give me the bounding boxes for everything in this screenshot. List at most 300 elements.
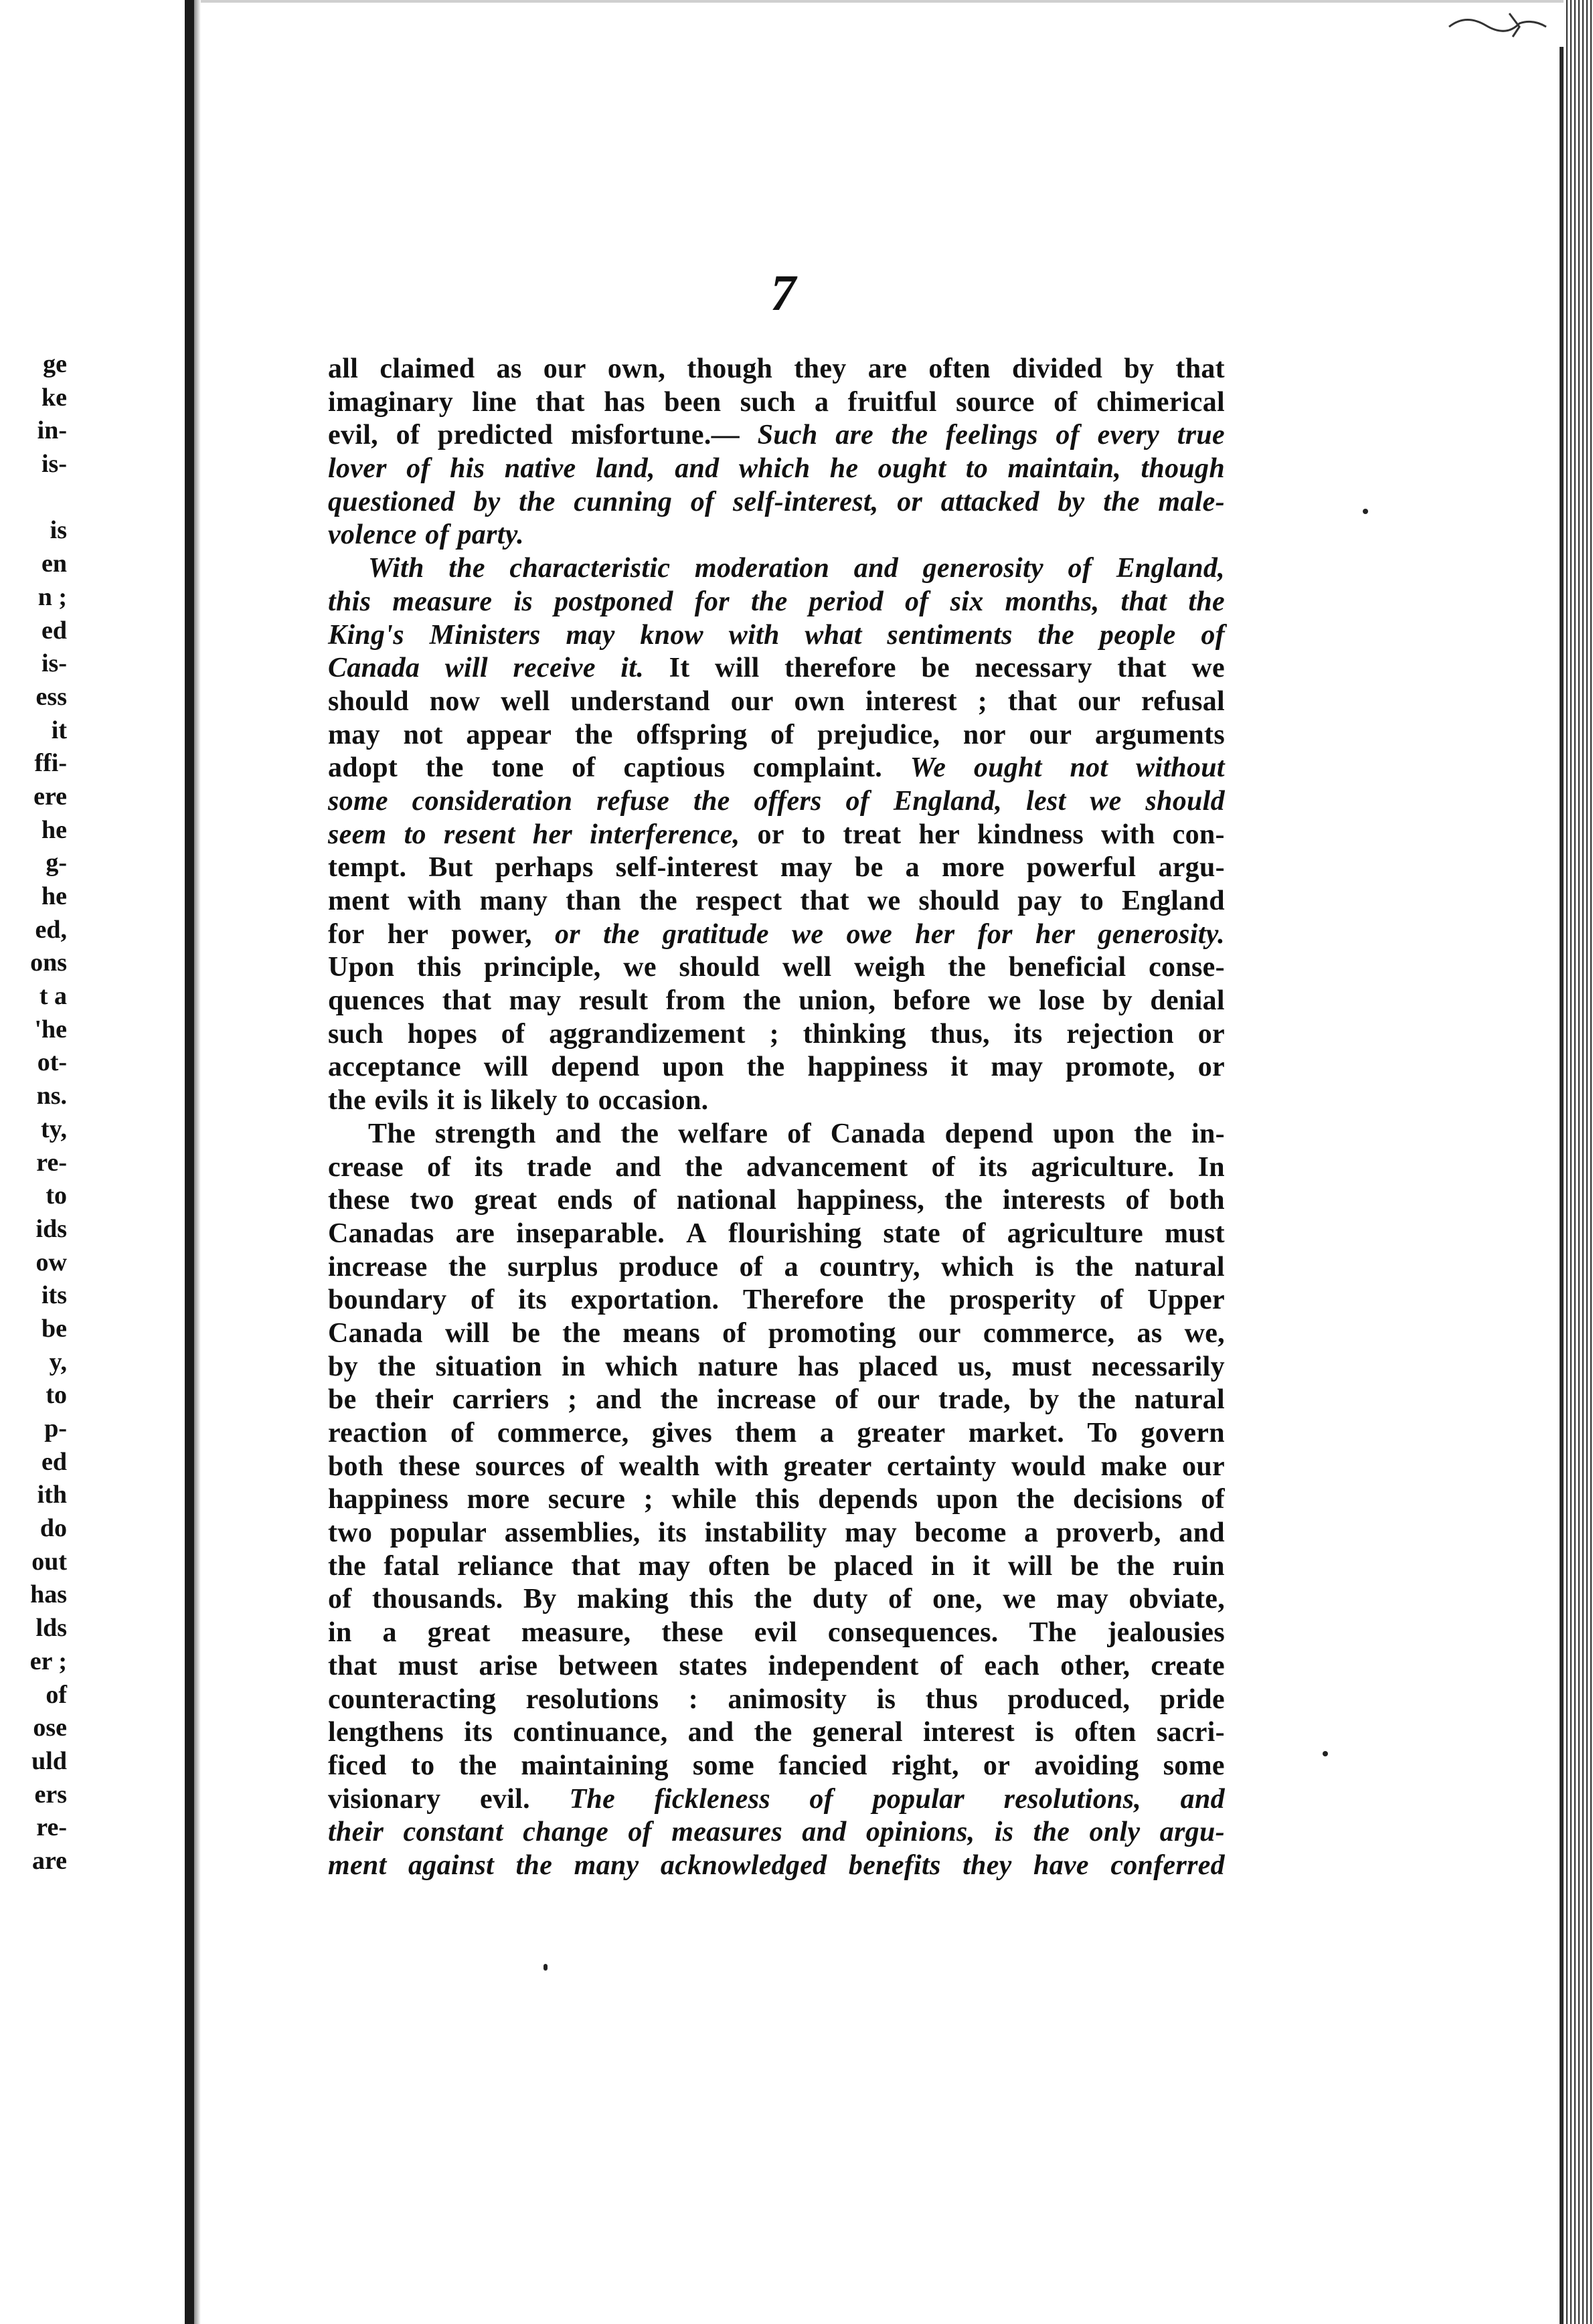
word: placed (834, 1550, 914, 1582)
facing-page-fragment-line: ons (30, 948, 67, 977)
word: promote, (1066, 1052, 1175, 1083)
text-line (328, 419, 1225, 452)
word: lose (1038, 985, 1085, 1017)
body-text (328, 353, 1225, 1883)
word: of (931, 1151, 956, 1183)
page-top-edge (201, 0, 1564, 3)
word: agriculture. (1031, 1151, 1175, 1183)
word: self-interest, (732, 486, 879, 517)
facing-page-fragment-line: it (51, 716, 67, 744)
word: refuse (596, 785, 670, 817)
word: Canadas (328, 1218, 434, 1249)
text-line (328, 1783, 1225, 1817)
facing-page-fragment-line: re- (36, 1148, 67, 1177)
word: we (1003, 1584, 1036, 1615)
word: which (605, 1351, 679, 1382)
word: ficed (328, 1750, 387, 1781)
word: we (1090, 785, 1122, 817)
text-line (328, 851, 1225, 885)
word: and (802, 1817, 847, 1848)
word: imaginary (328, 386, 454, 418)
facing-page-fragment-line: is- (41, 649, 67, 678)
text-line (328, 1184, 1225, 1218)
word: or (757, 819, 784, 850)
word: people (1099, 619, 1176, 651)
word: be (511, 1317, 541, 1349)
word: the (948, 952, 987, 983)
word: of (787, 1118, 811, 1149)
word: the (448, 553, 485, 584)
word: create (1151, 1650, 1225, 1681)
facing-page-fragment-line: t a (39, 982, 67, 1011)
word: misfortune.— (570, 420, 740, 451)
word: ment (328, 1849, 387, 1881)
word: Therefore (742, 1284, 864, 1316)
word: these (328, 1185, 390, 1216)
text-line (328, 1650, 1225, 1683)
word: greater (857, 1418, 946, 1448)
word: happiness (807, 1052, 928, 1083)
word: With (368, 553, 424, 584)
word: that (328, 1650, 378, 1681)
word: offspring (636, 719, 748, 750)
word: that (442, 985, 492, 1017)
word: tone (491, 752, 544, 784)
word: the (519, 486, 556, 517)
word: volence (328, 519, 417, 551)
word: in (931, 1550, 955, 1582)
word: or (1197, 1018, 1225, 1050)
word: means (622, 1317, 701, 1349)
word: chimerical (1096, 386, 1225, 418)
word: therefore (784, 653, 896, 684)
facing-page-fragment-line (0, 481, 67, 515)
word: gives (651, 1418, 712, 1448)
facing-page-fragment-line: 'he (34, 1015, 67, 1044)
binding-gutter (185, 0, 194, 2324)
text-line (328, 1683, 1225, 1717)
word: know (640, 619, 703, 651)
facing-page-fragment-line: in- (37, 416, 67, 445)
word: to (1080, 886, 1104, 916)
word: is (876, 1683, 896, 1715)
text-line (328, 652, 1225, 685)
word: thinking (803, 1018, 906, 1050)
text-line (328, 552, 1225, 586)
word: interest (865, 685, 957, 717)
word: they (794, 353, 847, 384)
word: refusal (1141, 685, 1225, 717)
text-line (328, 1284, 1225, 1317)
facing-page-fragment-line: ns. (36, 1082, 67, 1110)
word: period (809, 586, 884, 617)
word: and (596, 1384, 642, 1416)
text-line (328, 1849, 1225, 1883)
facing-page-fragment-line: is- (41, 450, 67, 479)
word: resolutions (525, 1683, 659, 1715)
text-line (328, 1251, 1225, 1284)
word: will (444, 653, 488, 684)
word: in (562, 1351, 586, 1382)
word: The (1029, 1617, 1077, 1649)
facing-page-fragment-line: has (30, 1580, 67, 1609)
word: jealousies (1107, 1617, 1225, 1649)
word: may (991, 1052, 1043, 1083)
word: the (743, 985, 781, 1017)
word: each (984, 1650, 1040, 1681)
word: thus, (930, 1018, 990, 1050)
word: our (730, 685, 774, 717)
word: feelings (946, 420, 1038, 451)
word: the (750, 586, 788, 617)
word: secure (548, 1484, 626, 1515)
word: self-interest (615, 852, 758, 884)
word: her (1035, 918, 1076, 950)
word: nor (962, 719, 1006, 750)
word: the (458, 1750, 497, 1781)
word: our (918, 1317, 961, 1349)
facing-page-fragment-line: its (41, 1281, 67, 1310)
word: these (661, 1617, 724, 1649)
word: fruitful (847, 386, 937, 418)
word: rejection (1066, 1018, 1174, 1050)
text-line (328, 1517, 1225, 1550)
word: often (707, 1550, 770, 1582)
text-line (328, 586, 1225, 619)
word: we (867, 886, 901, 916)
word: trade, (938, 1384, 1011, 1416)
word: commerce, (983, 1317, 1115, 1349)
word: of (835, 1384, 859, 1416)
facing-page-fragment-line: ids (35, 1214, 67, 1243)
word: agriculture (1007, 1218, 1143, 1249)
word: many (574, 1849, 639, 1881)
word: will (715, 653, 760, 684)
word: lover (328, 453, 387, 485)
word: continuance, (513, 1717, 668, 1748)
word: with (714, 1450, 769, 1482)
word: of (939, 1650, 964, 1681)
word: what (805, 619, 862, 651)
word: of (425, 519, 449, 551)
word: many (479, 886, 548, 916)
word: by (473, 486, 501, 517)
word: by (1029, 1384, 1060, 1416)
word: of (690, 486, 715, 517)
word: upon (936, 1484, 999, 1515)
word: must (1165, 1218, 1225, 1249)
word: the (603, 918, 640, 950)
facing-page-fragment-line: of (46, 1680, 67, 1709)
word: interference, (590, 819, 740, 850)
word: measure (392, 586, 493, 617)
word: argu- (1159, 1817, 1225, 1848)
word: necessarily (1091, 1351, 1225, 1382)
text-line (328, 1483, 1225, 1517)
word: prejudice, (817, 719, 940, 750)
word: with (728, 619, 780, 651)
word: it. (620, 653, 645, 684)
word: while (671, 1484, 737, 1515)
word: avoiding (1034, 1750, 1139, 1781)
text-line (328, 386, 1225, 420)
text-line (328, 1550, 1225, 1584)
word: prosperity (949, 1284, 1076, 1316)
text-line (328, 452, 1225, 486)
word: than (566, 886, 622, 916)
facing-page-fragment-line: ess (35, 682, 67, 711)
word: its (1013, 1018, 1043, 1050)
word: obviate, (1128, 1584, 1225, 1615)
text-line (328, 785, 1225, 819)
word: acceptance (328, 1052, 461, 1083)
word: aggrandizement (549, 1018, 746, 1050)
word: boundary (328, 1284, 447, 1316)
word: It (669, 653, 690, 684)
word: that (535, 386, 585, 418)
word: two (328, 1517, 373, 1549)
word: making (577, 1584, 669, 1615)
word: may (328, 719, 380, 750)
word: upon (662, 1052, 724, 1083)
word: con- (1172, 819, 1225, 850)
facing-page-fragment-line: ffi- (34, 749, 67, 778)
word: gratitude (662, 918, 769, 950)
word: ; (769, 1018, 779, 1050)
word: Upper (1147, 1284, 1225, 1316)
word: the (1037, 619, 1075, 651)
word: instability (704, 1517, 827, 1549)
word: are (867, 353, 908, 384)
text-line (328, 918, 1225, 952)
word: generosity (922, 553, 1043, 584)
word: powerful (1026, 852, 1137, 884)
word: own, (607, 353, 666, 384)
word: maintain, (1007, 453, 1122, 485)
word: duty (812, 1584, 868, 1615)
word: such (328, 1018, 384, 1050)
word: of (770, 719, 794, 750)
word: happiness (328, 1484, 449, 1515)
word: The (569, 1783, 616, 1815)
word: its (658, 1517, 687, 1549)
text-line (328, 486, 1225, 519)
word: other, (1060, 1650, 1130, 1681)
word: of (962, 1218, 986, 1249)
word: of (722, 1317, 746, 1349)
word: the (1188, 586, 1225, 617)
word: The (368, 1118, 416, 1149)
text-line (328, 1716, 1225, 1750)
word: appear (466, 719, 552, 750)
word: national (676, 1185, 777, 1216)
word: of (580, 1450, 604, 1482)
word: has (604, 386, 645, 418)
word: certainty (886, 1450, 997, 1482)
word: not (1070, 752, 1108, 784)
word: as (496, 353, 522, 384)
gutter-shadow (194, 0, 201, 2324)
word: exportation. (570, 1284, 720, 1316)
word: divided (1011, 353, 1103, 384)
word: union, (799, 985, 876, 1017)
word: this (416, 952, 462, 983)
facing-page-fragment-line: he (41, 882, 67, 910)
word: may (566, 619, 615, 651)
word: is (1035, 1717, 1054, 1748)
word: her (532, 819, 573, 850)
word: this (755, 1484, 800, 1515)
word: and (1179, 1517, 1225, 1549)
word: postponed (554, 586, 673, 617)
facing-page-fragment-line: ose (33, 1714, 67, 1742)
word: has (797, 1351, 839, 1382)
word: of (1099, 1284, 1124, 1316)
word: true (1177, 420, 1225, 451)
word: maintaining (521, 1750, 669, 1781)
word: we (988, 985, 1021, 1017)
word: understand (570, 685, 710, 717)
word: seem (328, 819, 387, 850)
word: of (809, 1783, 834, 1815)
word: will (444, 1317, 490, 1349)
word: of (628, 1817, 652, 1848)
word: by (1058, 486, 1085, 517)
word: her (918, 819, 960, 850)
word: a (1024, 1517, 1039, 1549)
facing-page-fragment-line: ke (41, 383, 67, 412)
word: pride (1159, 1683, 1225, 1715)
word: may (509, 985, 562, 1017)
word: result (578, 985, 649, 1017)
word: ment (328, 886, 390, 916)
word: the (328, 1550, 366, 1582)
page-edge-stack (1564, 0, 1593, 2324)
word: the (1075, 1251, 1114, 1282)
word: Canada (328, 1317, 423, 1349)
word: some (692, 1750, 755, 1781)
word: the (1016, 1484, 1055, 1515)
word: We (910, 752, 946, 784)
word: which (738, 453, 811, 485)
word: pay (1017, 886, 1062, 916)
word: attacked (940, 486, 1039, 517)
word: will (483, 1052, 529, 1083)
word: popular (872, 1783, 965, 1815)
word: by (328, 1351, 358, 1382)
word: its (474, 1151, 503, 1183)
word: In (1197, 1151, 1225, 1183)
text-line (328, 619, 1225, 653)
word: the (1134, 1118, 1173, 1149)
word: will (1008, 1550, 1053, 1582)
word: should (679, 952, 760, 983)
word: cunning (574, 486, 673, 517)
word: produce (618, 1251, 719, 1282)
facing-page-fragment-line: do (39, 1514, 67, 1543)
word: A (686, 1218, 707, 1249)
word: her (915, 918, 955, 950)
word: opinions, (865, 1817, 975, 1848)
word: thus (925, 1683, 978, 1715)
facing-page-fragment-line: ty, (40, 1114, 67, 1143)
facing-page-fragment-line: ge (43, 350, 67, 378)
word: our (1078, 685, 1121, 717)
text-line (328, 1118, 1225, 1151)
word: lengthens (328, 1717, 444, 1748)
word: her (387, 918, 429, 950)
word: trade (526, 1151, 592, 1183)
word: quences (328, 985, 425, 1017)
word: the (746, 1052, 785, 1083)
word: the (754, 1584, 792, 1615)
word: sources (475, 1450, 566, 1482)
word: the (1078, 1384, 1116, 1416)
word: interest (923, 1717, 1015, 1748)
word: state (883, 1218, 940, 1249)
word: : (688, 1683, 698, 1715)
word: right, (891, 1750, 959, 1781)
word: arise (479, 1650, 538, 1681)
facing-page-fragment-line: ed, (35, 915, 67, 944)
word: native (504, 453, 576, 485)
facing-page-fragment-line: ed (41, 1447, 67, 1476)
word: of (450, 1418, 475, 1448)
word: evil (754, 1617, 797, 1649)
word: be (787, 1550, 817, 1582)
facing-page-fragment-line: re- (36, 1813, 67, 1842)
word: must (1011, 1351, 1072, 1382)
word: country, (819, 1251, 920, 1282)
word: them (735, 1418, 797, 1448)
word: denial (1150, 985, 1225, 1017)
word: six (950, 586, 984, 617)
word: two (410, 1185, 454, 1216)
word: generosity. (1098, 918, 1225, 950)
word: have (1033, 1849, 1089, 1881)
word: sentiments (887, 619, 1013, 651)
word: acknowledged (660, 1849, 827, 1881)
word: the (448, 1251, 487, 1282)
word: of (904, 586, 929, 617)
facing-page-fragment-line: ere (33, 782, 67, 811)
word: principle, (484, 952, 601, 983)
word: ruin (1172, 1550, 1225, 1582)
word: months, (1005, 586, 1100, 617)
word: more (467, 1484, 530, 1515)
facing-page-fragment-line: ot- (37, 1048, 67, 1077)
word: thousands. (371, 1584, 503, 1615)
word: for (977, 918, 1013, 950)
word: weigh (854, 952, 926, 983)
word: not (403, 719, 443, 750)
word: well (782, 952, 832, 983)
word: is (513, 586, 533, 617)
word: To (1087, 1418, 1118, 1448)
facing-page-fragment-line: en (41, 550, 67, 578)
word: fatal (384, 1550, 440, 1582)
word: the (660, 1384, 699, 1416)
word: the (693, 785, 730, 817)
word: conferred (1110, 1849, 1225, 1881)
word: against (408, 1849, 495, 1881)
word: proverb, (1056, 1517, 1161, 1549)
word: market. (968, 1418, 1064, 1448)
facing-page-fragment-line: he (41, 815, 67, 844)
word: to (404, 819, 426, 850)
word: ends (557, 1185, 613, 1216)
word: captious (623, 752, 726, 784)
